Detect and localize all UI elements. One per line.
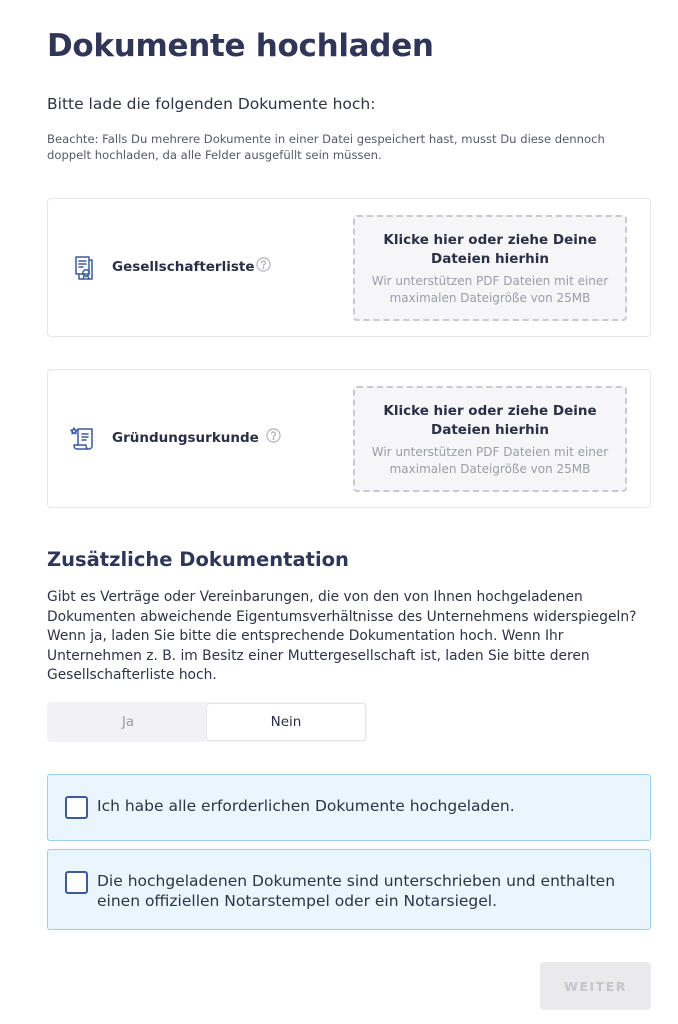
dropzone-instruction: Klicke hier oder ziehe Deine Dateien hierhin: [383, 232, 597, 267]
confirmation-checkbox[interactable]: [65, 796, 88, 819]
toggle-option-yes[interactable]: Ja: [121, 714, 135, 730]
file-dropzone[interactable]: [353, 386, 627, 492]
confirmation-card[interactable]: [47, 774, 651, 841]
certificate-scroll-icon: [70, 425, 98, 453]
confirmation-label: Die hochgeladenen Dokumente sind unterschrieben und enthalten einen offiziellen Notarstempel oder ein Notarsiegel.: [97, 872, 616, 910]
document-card-gesellschafterliste: [47, 198, 651, 337]
file-dropzone[interactable]: [353, 215, 627, 321]
page-title: Dokumente hochladen: [47, 28, 434, 64]
next-button[interactable]: WEITER: [540, 962, 651, 1010]
document-list-icon: [70, 254, 98, 282]
help-icon[interactable]: [266, 428, 281, 443]
page-subtitle: Bitte lade die folgenden Dokumente hoch:: [47, 95, 376, 113]
dropzone-instruction: Klicke hier oder ziehe Deine Dateien hierhin: [383, 403, 597, 438]
dropzone-file-info: Wir unterstützen PDF Dateien mit einer maximalen Dateigröße von 25MB: [371, 445, 609, 476]
section-description: Gibt es Verträge oder Vereinbarungen, die von den von Ihnen hochgeladenen Dokumenten abweichende Eigentumsverhältnisse des Unternehmens widerspiegeln? Wenn ja, laden Sie bitte die entsprechende Dokumentation hoch. Wenn Ihr Unternehmen z. B. im Besitz einer Muttergesellschaft ist, laden Sie bitte deren Gesellschafterliste hoch.: [47, 589, 637, 683]
help-icon[interactable]: [256, 257, 271, 272]
toggle-option-no[interactable]: Nein: [207, 704, 365, 740]
confirmation-card[interactable]: [47, 849, 651, 930]
dropzone-file-info: Wir unterstützen PDF Dateien mit einer maximalen Dateigröße von 25MB: [371, 274, 609, 305]
confirmation-label: Ich habe alle erforderlichen Dokumente hochgeladen.: [97, 797, 515, 815]
confirmation-checkbox[interactable]: [65, 871, 88, 894]
document-card-gruendungsurkunde: [47, 369, 651, 508]
section-title-additional: Zusätzliche Dokumentation: [47, 548, 349, 571]
document-label: Gründungsurkunde: [112, 430, 259, 446]
document-label: Gesellschafterliste: [112, 259, 255, 275]
upload-note: Beachte: Falls Du mehrere Dokumente in einer Datei gespeichert hast, musst Du diese dennoch doppelt hochladen, da alle Felder ausgefüllt sein müssen.: [47, 132, 605, 162]
yes-no-toggle: [47, 702, 367, 742]
